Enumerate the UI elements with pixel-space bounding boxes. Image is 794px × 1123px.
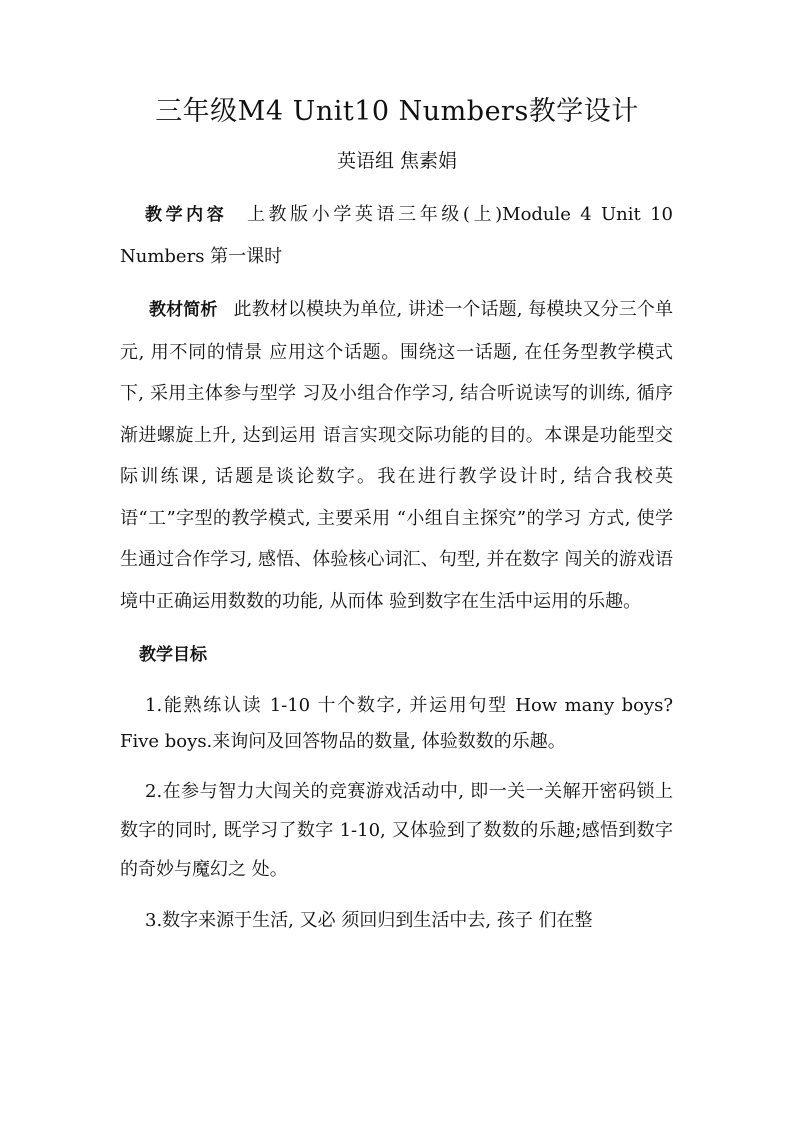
teaching-goals-heading-paragraph xyxy=(120,634,673,676)
teaching-goal-1: 1.能熟练认读 1-10 十个数字, 并运用句型 How many boys? Five boys.来询问及回答物品的数量, 体验数数的乐趣。 xyxy=(120,695,673,752)
material-analysis-paragraph xyxy=(120,289,673,622)
document-author: 英语组 焦素娟 xyxy=(336,150,458,172)
document-body xyxy=(120,194,673,940)
teaching-content-text: 上教版小学英语三年级(上)Module 4 Unit 10 Numbers 第一课时 xyxy=(120,204,673,267)
document-title: 三年级M4 Unit10 Numbers教学设计 xyxy=(155,96,639,127)
teaching-content-label: 教学内容 xyxy=(145,205,228,225)
teaching-content-paragraph xyxy=(120,194,673,278)
teaching-goal-3: 3.数字来源于生活, 又必 须回归到生活中去, 孩子 们在整 xyxy=(145,910,593,931)
teaching-goal-2: 2.在参与智力大闯关的竞赛游戏活动中, 即一关一关解开密码锁上数字的同时, 既学习了数字 1-10, 又体验到了数数的乐趣;感悟到数字的奇妙与魔幻之 处。 xyxy=(120,781,673,880)
material-analysis-text: 此教材以模块为单位, 讲述一个话题, 每模块又分三个单元, 用不同的情景 应用这个话题。围绕这一话题, 在任务型教学模式下, 采用主体参与型学 习及小组合作学习, 结合听说读写的训练, 循序渐进螺旋上升, 达到运用 语言实现交际功能的目的。本课是功能型交际训练课, 话题是谈论数字。我在进行教学设计时, 结合我校英语“工”字型的教学模式, 主要采用 “小组自主探究”的学习 方式, 使学生通过合作学习, 感悟、体验核心词汇、句型, 并在数字 闯关的游戏语境中正确运用数数的功能, 从而体 验到数字在生活中运用的乐趣。 xyxy=(120,299,674,612)
material-analysis-label: 教材简析 xyxy=(149,300,218,320)
teaching-goals-heading: 教学目标 xyxy=(139,645,207,665)
